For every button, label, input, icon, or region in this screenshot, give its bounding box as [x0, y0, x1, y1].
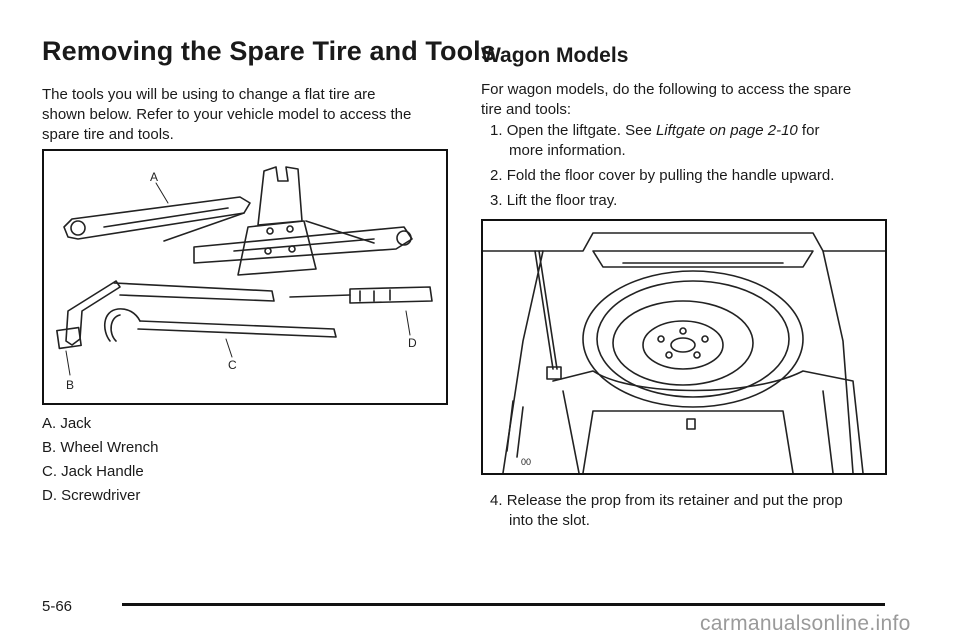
figure-label-a: A — [150, 170, 159, 184]
screwdriver-drawing — [290, 287, 432, 303]
figure-code: 00 — [521, 457, 532, 467]
figure-label-c: C — [228, 358, 237, 372]
step-text: Open the liftgate. See — [506, 122, 656, 139]
step-text: Fold the floor cover by pulling the handle upward. — [506, 167, 835, 184]
tools-legend — [42, 414, 158, 510]
step-text: Lift the floor tray. — [506, 192, 618, 209]
page-title: Removing the Spare Tire and Tools — [42, 36, 496, 66]
legend-item: C. Jack Handle — [42, 463, 144, 480]
step-text-continued: into the slot. — [509, 512, 590, 529]
section-title: Wagon Models — [481, 44, 629, 67]
step-text: for — [797, 122, 820, 139]
step-number: 4. — [490, 492, 503, 509]
footer-rule — [122, 603, 885, 606]
step-1 — [490, 121, 819, 161]
tools-intro-line: spare tire and tools. — [42, 126, 174, 143]
jack-handle-drawing — [105, 309, 336, 341]
step-3 — [490, 191, 617, 211]
tools-illustration — [44, 151, 446, 403]
step-text-continued: more information. — [509, 142, 626, 159]
wheel-wrench-drawing — [57, 281, 274, 348]
figure-label-b: B — [66, 378, 75, 392]
step-number: 2. — [490, 167, 503, 184]
tools-intro — [42, 85, 411, 145]
legend-item: B. Wheel Wrench — [42, 439, 159, 456]
jack-drawing — [64, 167, 412, 275]
step-text: Release the prop from its retainer and put the prop — [506, 492, 843, 509]
tools-figure — [42, 149, 448, 405]
spare-tire-illustration — [483, 221, 885, 473]
cross-reference-link[interactable]: Liftgate on page 2-10 — [655, 122, 798, 139]
wagon-intro-line: tire and tools: — [481, 101, 572, 118]
step-4 — [490, 491, 843, 531]
figure-label-d: D — [408, 336, 417, 350]
tools-intro-line: shown below. Refer to your vehicle model to access the — [42, 106, 412, 123]
step-number: 1. — [490, 122, 503, 139]
legend-item: D. Screwdriver — [42, 487, 141, 504]
wagon-intro-line: For wagon models, do the following to access the spare — [481, 81, 852, 98]
page-number: 5-66 — [42, 598, 73, 615]
step-2 — [490, 166, 834, 186]
tools-intro-line: The tools you will be using to change a flat tire are — [42, 86, 376, 103]
site-watermark: carmanualsonline.info — [700, 612, 911, 635]
spare-tire-figure — [481, 219, 887, 475]
legend-item: A. Jack — [42, 415, 92, 432]
step-number: 3. — [490, 192, 503, 209]
wagon-intro — [481, 80, 851, 120]
